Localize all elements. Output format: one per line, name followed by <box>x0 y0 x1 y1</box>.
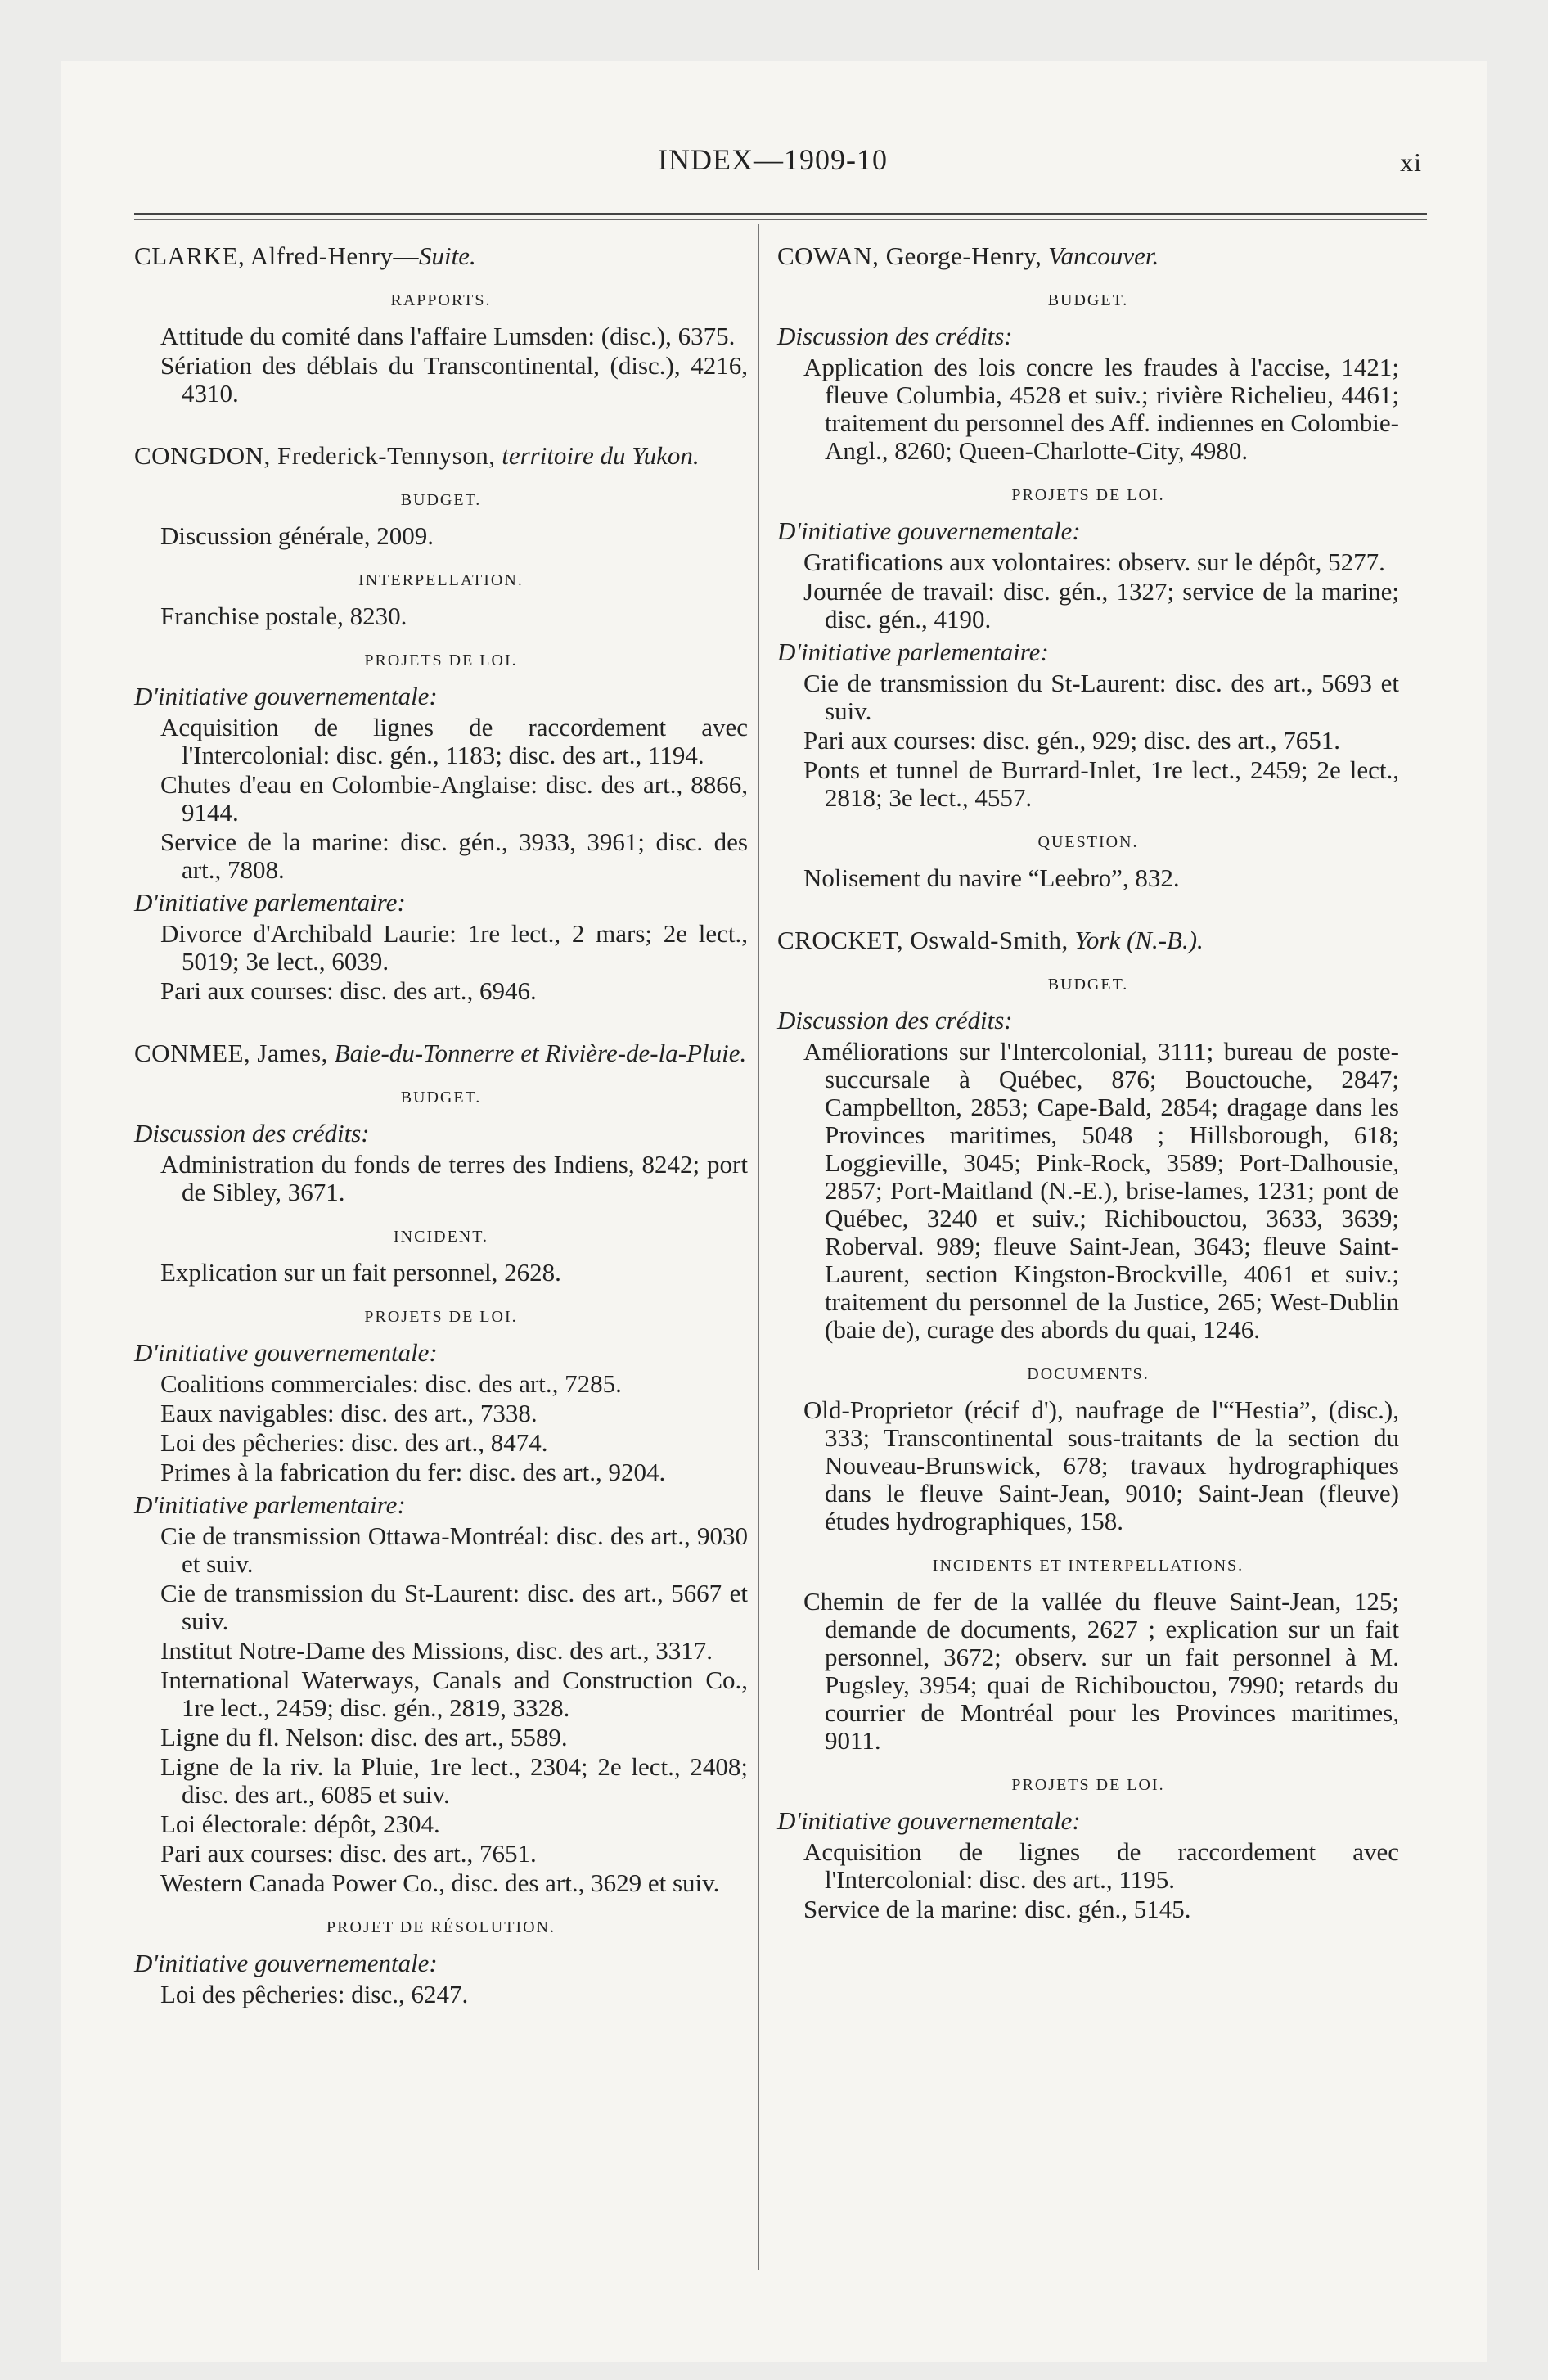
subheading-credits: Discussion des crédits: <box>777 322 1013 350</box>
subheading-gov: D'initiative gouvernementale: <box>134 1338 438 1367</box>
index-page <box>61 61 1487 2362</box>
entry-crocket <box>777 926 1399 954</box>
header-rule <box>134 213 1427 215</box>
index-item: Pari aux courses: disc. des art., 6946. <box>160 976 537 1005</box>
section-heading-budget: BUDGET. <box>400 1089 482 1107</box>
entry-cowan <box>777 242 1399 270</box>
index-item: Pari aux courses: disc. gén., 929; disc. des art., 7651. <box>803 726 1341 755</box>
subheading-parl: D'initiative parlementaire: <box>777 638 1049 666</box>
header-rule-thin <box>134 219 1427 220</box>
index-item: Institut Notre-Dame des Missions, disc. des art., 3317. <box>160 1636 713 1665</box>
index-item: Acquisition de lignes de raccordement avec l'Intercolonial: disc. gén., 1183; disc. des art., 1194. <box>160 713 748 769</box>
running-head <box>61 142 1487 192</box>
index-item: Gratifications aux volontaires: observ. sur le dépôt, 5277. <box>803 548 1385 576</box>
riding-name: Baie-du-Tonnerre et Rivière-de-la-Pluie. <box>334 1039 747 1067</box>
index-item: Chemin de fer de la vallée du fleuve Saint-Jean, 125; demande de documents, 2627 ; explication sur un fait personnel, 3672; observ. sur un fait personnel à M. Pugsley, 3954; quai de Richibouctou, 7990; retards du courrier de Montréal pour les Provinces maritimes, 9011. <box>803 1587 1399 1755</box>
index-item: Cie de transmission Ottawa-Montréal: disc. des art., 9030 et suiv. <box>160 1521 748 1578</box>
section-heading-budget: BUDGET. <box>1047 976 1129 994</box>
index-item: Western Canada Power Co., disc. des art., 3629 et suiv. <box>160 1868 720 1897</box>
section-heading-incident: INCIDENT. <box>394 1228 488 1246</box>
section-heading-resolution: PROJET DE RÉSOLUTION. <box>326 1918 556 1936</box>
index-item: Améliorations sur l'Intercolonial, 3111; bureau de poste-succursale à Québec, 876; Bouctouche, 2847; Campbellton, 2853; Cape-Bald, 2854; dragage dans les Provinces maritimes, 5048 ; Hillsborough, 618; Loggieville, 3045; Pink-Rock, 3589; Port-Dalhousie, 2857; Port-Maitland (N.-E.), brise-lames, 1231; pont de Québec, 3240 et suiv.; Richibouctou, 3633, 3639; Roberval. 989; fleuve Saint-Jean, 3643; fleuve Saint-Laurent, section Kingston-Brockville, 4061 et suiv.; traitement du personnel de la Justice, 265; West-Dublin (baie de), curage des abords du quai, 1246. <box>803 1037 1399 1344</box>
index-item: Ligne du fl. Nelson: disc. des art., 5589. <box>160 1723 568 1751</box>
index-item: Divorce d'Archibald Laurie: 1re lect., 2 mars; 2e lect., 5019; 3e lect., 6039. <box>160 919 748 976</box>
index-item: Sériation des déblais du Transcontinental, (disc.), 4216, 4310. <box>160 351 748 408</box>
section-heading-rapports: RAPPORTS. <box>390 291 492 309</box>
index-item: Ponts et tunnel de Burrard-Inlet, 1re lect., 2459; 2e lect., 2818; 3e lect., 4557. <box>803 755 1399 812</box>
section-heading-projets: PROJETS DE LOI. <box>1011 1776 1165 1794</box>
entry-congdon <box>134 442 748 470</box>
section-heading-question: QUESTION. <box>1037 833 1139 851</box>
continuation-label: Suite. <box>419 241 476 270</box>
member-name: CONGDON, Frederick-Tennyson, <box>134 441 496 470</box>
subheading-gov: D'initiative gouvernementale: <box>134 1949 438 1977</box>
entry-clarke <box>134 242 748 270</box>
member-name: CONMEE, James, <box>134 1039 328 1067</box>
entry-conmee <box>134 1039 748 1067</box>
index-item: Loi des pêcheries: disc. des art., 8474. <box>160 1428 548 1457</box>
index-item: Chutes d'eau en Colombie-Anglaise: disc. des art., 8866, 9144. <box>160 770 748 827</box>
index-item: Cie de transmission du St-Laurent: disc. des art., 5693 et suiv. <box>803 669 1399 725</box>
index-item: Franchise postale, 8230. <box>160 602 407 630</box>
index-item: Eaux navigables: disc. des art., 7338. <box>160 1399 538 1427</box>
section-heading-projets: PROJETS DE LOI. <box>364 651 518 669</box>
section-heading-documents: DOCUMENTS. <box>1027 1365 1150 1383</box>
subheading-parl: D'initiative parlementaire: <box>134 1490 406 1519</box>
index-item: Nolisement du navire “Leebro”, 832. <box>803 863 1180 892</box>
index-item: Cie de transmission du St-Laurent: disc. des art., 5667 et suiv. <box>160 1579 748 1635</box>
index-item: International Waterways, Canals and Construction Co., 1re lect., 2459; disc. gén., 2819, 3328. <box>160 1666 748 1722</box>
section-heading-interpellation: INTERPELLATION. <box>358 571 524 589</box>
member-name: COWAN, George-Henry, <box>777 241 1042 270</box>
subheading-gov: D'initiative gouvernementale: <box>134 682 438 710</box>
index-item: Discussion générale, 2009. <box>160 521 434 550</box>
index-item: Acquisition de lignes de raccordement avec l'Intercolonial: disc. des art., 1195. <box>803 1837 1399 1894</box>
section-heading-projets: PROJETS DE LOI. <box>364 1308 518 1326</box>
index-item: Pari aux courses: disc. des art., 7651. <box>160 1839 537 1868</box>
subheading-credits: Discussion des crédits: <box>777 1006 1013 1034</box>
index-item: Service de la marine: disc. gén., 3933, 3961; disc. des art., 7808. <box>160 827 748 884</box>
right-column <box>777 242 1399 1925</box>
index-item: Attitude du comité dans l'affaire Lumsden: (disc.), 6375. <box>160 322 736 350</box>
index-item: Ligne de la riv. la Pluie, 1re lect., 2304; 2e lect., 2408; disc. des art., 6085 et suiv. <box>160 1752 748 1809</box>
index-item: Journée de travail: disc. gén., 1327; service de la marine; disc. gén., 4190. <box>803 577 1399 633</box>
subheading-gov: D'initiative gouvernementale: <box>777 1806 1081 1835</box>
index-item: Loi des pêcheries: disc., 6247. <box>160 1980 469 2008</box>
riding-name: York (N.-B.). <box>1074 926 1204 954</box>
subheading-parl: D'initiative parlementaire: <box>134 888 406 917</box>
section-heading-budget: BUDGET. <box>1047 291 1129 309</box>
index-item: Coalitions commerciales: disc. des art., 7285. <box>160 1369 622 1398</box>
member-name: CLARKE, Alfred-Henry— <box>134 241 419 270</box>
index-item: Loi électorale: dépôt, 2304. <box>160 1810 440 1838</box>
left-column <box>134 242 748 2010</box>
index-item: Application des lois concre les fraudes à l'accise, 1421; fleuve Columbia, 4528 et suiv.; rivière Richelieu, 4461; traitement du personnel des Aff. indiennes en Colombie-Angl., 8260; Queen-Charlotte-City, 4980. <box>803 353 1399 465</box>
index-item: Old-Proprietor (récif d'), naufrage de l'“Hestia”, (disc.), 333; Transcontinental sous-traitants de la section du Nouveau-Brunswick, 678; travaux hydrographiques dans le fleuve Saint-Jean, 9010; Saint-Jean (fleuve) études hydrographiques, 158. <box>803 1395 1399 1535</box>
page-number: xi <box>1400 147 1422 177</box>
subheading-gov: D'initiative gouvernementale: <box>777 516 1081 545</box>
riding-name: territoire du Yukon. <box>502 441 700 470</box>
section-heading-incidents: INCIDENTS ET INTERPELLATIONS. <box>932 1557 1244 1575</box>
subheading-credits: Discussion des crédits: <box>134 1119 370 1147</box>
index-item: Service de la marine: disc. gén., 5145. <box>803 1895 1191 1923</box>
index-item: Explication sur un fait personnel, 2628. <box>160 1258 561 1287</box>
column-divider <box>758 224 759 2270</box>
member-name: CROCKET, Oswald-Smith, <box>777 926 1069 954</box>
index-item: Administration du fonds de terres des Indiens, 8242; port de Sibley, 3671. <box>160 1150 748 1206</box>
index-item: Primes à la fabrication du fer: disc. des art., 9204. <box>160 1458 666 1486</box>
page-title: INDEX—1909-10 <box>658 143 888 176</box>
section-heading-budget: BUDGET. <box>400 491 482 509</box>
riding-name: Vancouver. <box>1048 241 1159 270</box>
section-heading-projets: PROJETS DE LOI. <box>1011 486 1165 504</box>
